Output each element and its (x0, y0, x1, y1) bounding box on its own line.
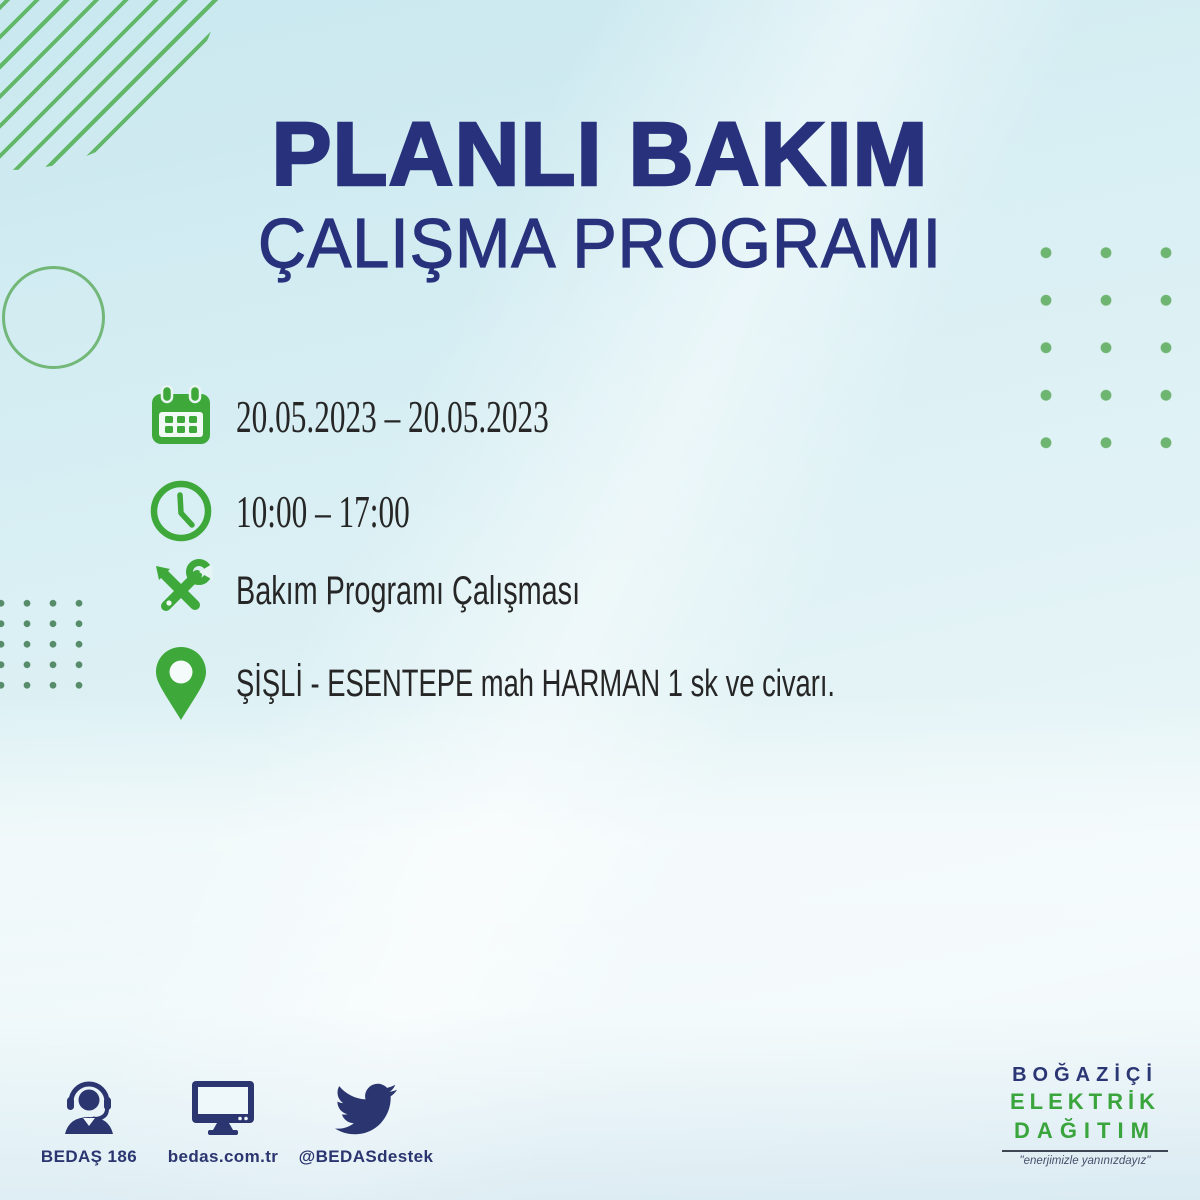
logo-line-bogazici: BOĞAZİÇİ (1012, 1064, 1158, 1086)
poster-title: PLANLI BAKIM (271, 105, 929, 205)
clock-icon (148, 480, 214, 542)
logo-line-elektrik: ELEKTRİK (1010, 1089, 1160, 1114)
circle-outline-decoration (2, 266, 105, 369)
work-type: Bakım Programı Çalışması (236, 568, 581, 613)
date-range: 20.05.2023 – 20.05.2023 (236, 390, 549, 442)
logo-line-dagitim: DAĞITIM (1014, 1117, 1156, 1143)
contact-phone-label: BEDAŞ 186 (40, 1147, 138, 1166)
date-row (148, 380, 696, 452)
calendar-icon (148, 385, 214, 447)
support-agent-icon (59, 1076, 119, 1136)
title-block (150, 105, 1050, 282)
poster-subtitle: ÇALIŞMA PROGRAMI (257, 204, 943, 282)
dot-grid-left-decoration (0, 593, 92, 696)
company-logo (1002, 1062, 1168, 1167)
contact-website (168, 1076, 278, 1167)
tools-icon (148, 559, 214, 623)
location-pin-icon (148, 644, 214, 724)
twitter-icon (335, 1076, 397, 1136)
location-text: ŞİŞLİ - ESENTEPE mah HARMAN 1 sk ve civarı. (236, 662, 836, 705)
work-type-row (148, 557, 714, 625)
contact-twitter (300, 1076, 432, 1167)
time-row (148, 478, 492, 544)
location-row (148, 642, 1068, 726)
time-range: 10:00 – 17:00 (236, 485, 410, 537)
monitor-icon (191, 1076, 255, 1136)
contact-website-label: bedas.com.tr (167, 1147, 279, 1166)
contact-twitter-label: @BEDASdestek (298, 1147, 434, 1166)
contact-phone (40, 1076, 138, 1167)
logo-tagline: "enerjimizle yanınızdayız" (1002, 1150, 1168, 1167)
